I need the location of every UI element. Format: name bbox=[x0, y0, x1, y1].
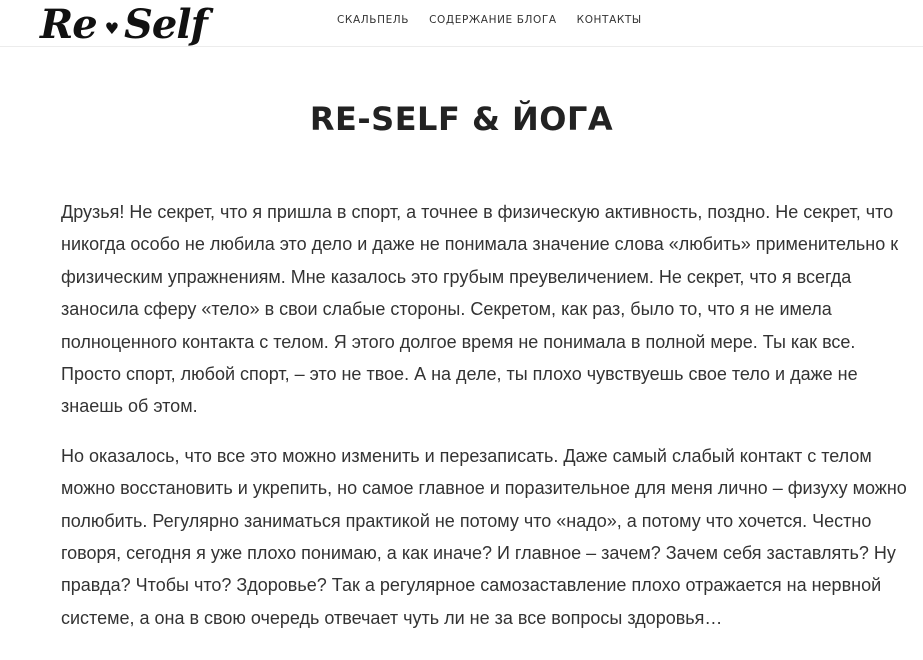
site-logo[interactable] bbox=[40, 2, 207, 58]
site-header bbox=[0, 0, 923, 47]
article-paragraph-1: Друзья! Не секрет, что я пришла в спорт, а точнее в физическую активность, поздно. Не секрет, что никогда особо не любила это дело и даже не понимала значение слова «любить» применительно к физическим упражнениям. Мне казалось это грубым преувеличением. Не секрет, что я всегда заносила сферу «тело» в свои слабые стороны. Секретом, как раз, было то, что я не имела полноценного контакта с телом. Я этого долгое время не понимала в полной мере. Ты как все. Просто спорт, любой спорт, – это не твое. А на деле, ты плохо чувствуешь свое тело и даже не знаешь об этом. bbox=[61, 202, 899, 417]
nav-item-scalpel[interactable]: СКАЛЬПЕЛЬ bbox=[337, 14, 410, 26]
article-paragraph-2: Но оказалось, что все это можно изменить и перезаписать. Даже самый слабый контакт с телом можно восстановить и укрепить, но самое главное и поразительное для меня лично – физуху можно полюбить. Регулярно заниматься практикой не потому что «надо», а потому что хочется. Честно говоря, сегодня я уже плохо понимаю, а как иначе? И главное – зачем? Зачем себя заставлять? Ну правда? Чтобы что? Здоровье? Так а регулярное самозаставление плохо отражается на нервной системе, а она в свою очередь отвечает чуть ли не за все вопросы здоровья… bbox=[61, 445, 907, 628]
nav-item-contacts[interactable]: КОНТАКТЫ bbox=[576, 14, 642, 26]
main-nav bbox=[337, 14, 642, 26]
heart-icon: ♥ bbox=[104, 19, 119, 38]
logo-word-re: Re bbox=[40, 1, 97, 48]
nav-item-blog-contents[interactable]: СОДЕРЖАНИЕ БЛОГА bbox=[429, 14, 557, 26]
logo-word-self: Self bbox=[124, 1, 207, 48]
article-body bbox=[61, 196, 916, 651]
page-title: RE-SELF & ЙОГА bbox=[309, 100, 614, 138]
